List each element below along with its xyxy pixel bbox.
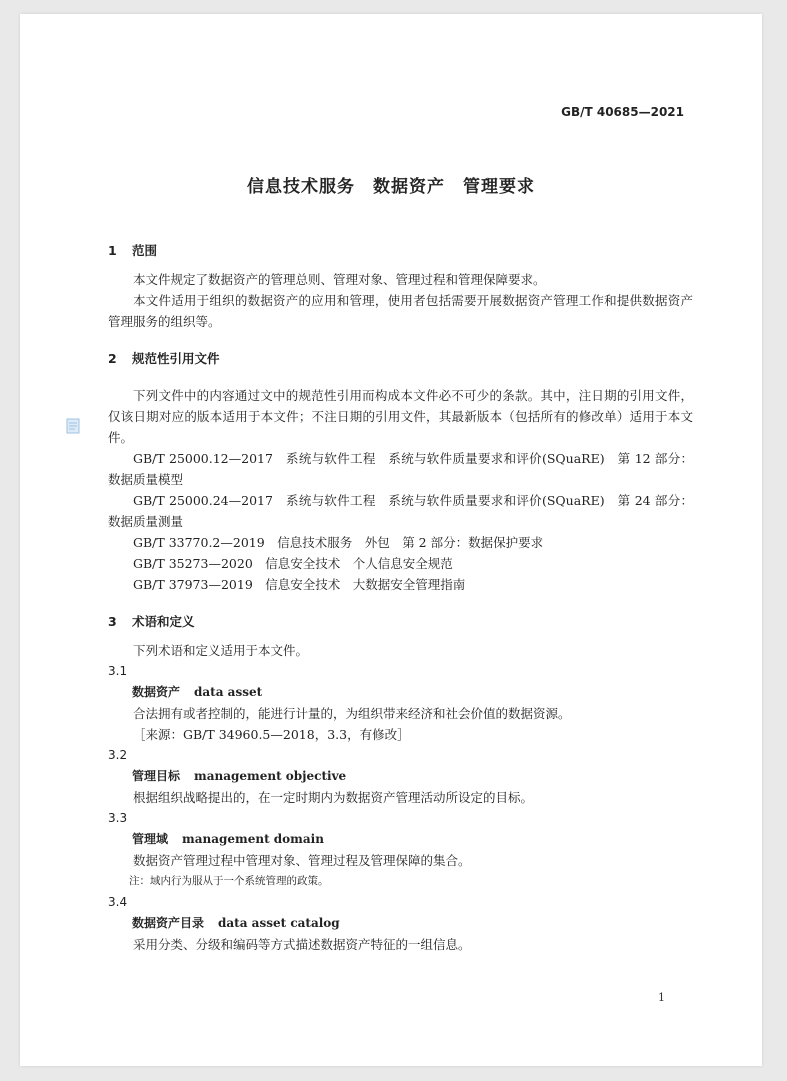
clause-number: 3.4	[108, 895, 128, 909]
paragraph: 下列文件中的内容通过文中的规范性引用而构成本文件必不可少的条款。其中，注日期的引用文件，仅该日期对应的版本适用于本文件；不注日期的引用文件，其最新版本（包括所有的修改单）适用于本文件。	[108, 388, 693, 445]
document-title: 信息技术服务 数据资产 管理要求	[247, 177, 535, 197]
term-en: data asset catalog	[218, 916, 340, 930]
term-definition: 采用分类、分级和编码等方式描述数据资产特征的一组信息。	[133, 937, 471, 952]
term-definition: 合法拥有或者控制的，能进行计量的，为组织带来经济和社会价值的数据资源。	[133, 706, 571, 721]
term-zh: 数据资产目录	[132, 916, 205, 930]
term-entry	[108, 682, 693, 703]
term-definition: 根据组织战略提出的，在一定时期内为数据资产管理活动所设定的目标。	[133, 790, 534, 805]
paragraph: 本文件规定了数据资产的管理总则、管理对象、管理过程和管理保障要求。	[133, 272, 546, 287]
reference-item: GB/T 25000.24—2017 系统与软件工程 系统与软件质量要求和评价(SQuaRE) 第 24 部分：数据质量测量	[108, 493, 693, 529]
document-page	[20, 14, 762, 1066]
reference-item: GB/T 35273—2020 信息安全技术 个人信息安全规范	[133, 556, 453, 571]
section-number: 1	[108, 243, 117, 258]
clause-number: 3.3	[108, 811, 128, 825]
paragraph: 本文件适用于组织的数据资产的应用和管理，使用者包括需要开展数据资产管理工作和提供数据资产管理服务的组织等。	[108, 293, 693, 329]
term-entry	[108, 913, 693, 934]
section-title: 范围	[132, 243, 158, 258]
clause-number: 3.2	[108, 748, 128, 762]
section-number: 3	[108, 614, 117, 629]
section-heading-normative	[108, 348, 693, 369]
term-note: 注：域内行为服从于一个系统管理的政策。	[129, 875, 329, 887]
term-source: ［来源：GB/T 34960.5—2018，3.3，有修改］	[133, 727, 410, 742]
section-title: 术语和定义	[132, 614, 195, 629]
term-en: management domain	[182, 832, 324, 846]
reference-item: GB/T 25000.12—2017 系统与软件工程 系统与软件质量要求和评价(SQuaRE) 第 12 部分：数据质量模型	[108, 451, 693, 487]
clause-number: 3.1	[108, 664, 128, 678]
term-zh: 数据资产	[132, 685, 181, 699]
document-icon	[66, 418, 80, 434]
paragraph: 下列术语和定义适用于本文件。	[133, 643, 309, 658]
reference-item: GB/T 37973—2019 信息安全技术 大数据安全管理指南	[133, 577, 466, 592]
term-entry	[108, 829, 693, 850]
document-body	[108, 240, 693, 955]
standard-number: GB/T 40685—2021	[561, 105, 684, 119]
section-title: 规范性引用文件	[132, 351, 220, 366]
term-entry	[108, 766, 693, 787]
section-number: 2	[108, 351, 117, 366]
term-zh: 管理目标	[132, 769, 181, 783]
term-en: management objective	[194, 769, 347, 783]
term-zh: 管理域	[132, 832, 169, 846]
term-definition: 数据资产管理过程中管理对象、管理过程及管理保障的集合。	[133, 853, 471, 868]
reference-item: GB/T 33770.2—2019 信息技术服务 外包 第 2 部分：数据保护要求	[133, 535, 544, 550]
page-number: 1	[658, 991, 665, 1004]
section-heading-scope	[108, 240, 693, 261]
term-en: data asset	[194, 685, 263, 699]
section-heading-terms	[108, 611, 693, 632]
